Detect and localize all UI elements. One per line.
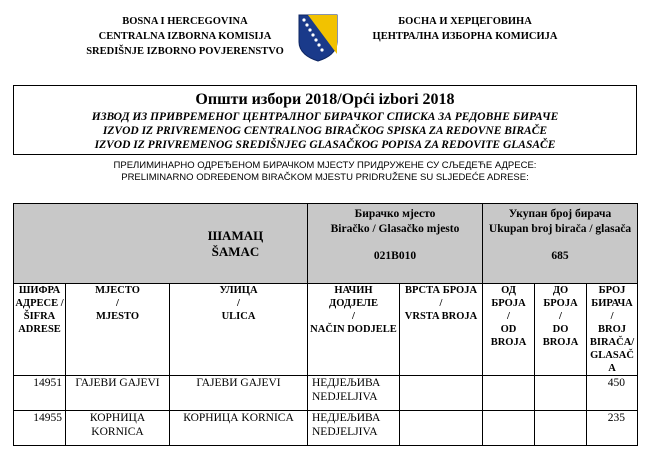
column-header-row xyxy=(14,284,638,376)
address-code-cell: 14951 xyxy=(14,376,66,411)
header-right-line: БОСНА И ХЕРЦЕГОВИНА xyxy=(398,16,532,27)
header-right xyxy=(345,14,585,44)
column-header-to-number: ДО БРОЈА / DO BROJA xyxy=(535,284,587,376)
place-cell: ГАЈЕВИ GAJEVI xyxy=(66,376,170,411)
header-left-line: CENTRALNA IZBORNA KOMISIJA xyxy=(98,31,272,42)
header-left-line: SREDIŠNJE IZBORNO POVJERENSTVO xyxy=(86,46,284,57)
document-subtitle: ИЗВОД ИЗ ПРИВРЕМЕНОГ ЦЕНТРАЛНОГ БИРАЧКОГ СПИСКА ЗА РЕДОВНЕ БИРАЧЕ xyxy=(91,111,559,123)
street-cell: КОРНИЦА KORNICA xyxy=(170,411,308,446)
to-number-cell xyxy=(535,376,587,411)
assignment-cell: НЕДЈЕЉИВА NEDJELJIVA xyxy=(308,376,400,411)
column-header-assignment: НАЧИН ДОДЈЕЛЕ / NAČIN DODJELE xyxy=(308,284,400,376)
total-voters-label: Ukupan broj birača / glasača xyxy=(488,223,632,235)
column-header-street: УЛИЦА / ULICA xyxy=(170,284,308,376)
header-left-line: BOSNA I HERCEGOVINA xyxy=(122,16,248,27)
assignment-cell: НЕДЈЕЉИВА NEDJELJIVA xyxy=(308,411,400,446)
header-left xyxy=(85,14,285,59)
document-subtitle: IZVOD IZ PRIVREMENOG SREDIŠNJEG GLASAČKOG POPISA ZA REDOVITE GLASAČE xyxy=(94,139,556,151)
document-title-box xyxy=(13,85,637,155)
place-cell: КОРНИЦА KORNICA xyxy=(66,411,170,446)
column-header-place: МЈЕСТО / MJESTO xyxy=(66,284,170,376)
column-header-from-number: ОД БРОЈА / OD BROJA xyxy=(483,284,535,376)
document-subtitle: IZVOD IZ PRIVREMENOG CENTRALNOG BIRAČKOG SPISKA ZA REDOVNE BIRAČE xyxy=(102,125,548,137)
column-header-address-code: ШИФРА АДРЕСЕ / ŠIFRA ADRESE xyxy=(14,284,66,376)
coat-of-arms-icon xyxy=(298,14,338,62)
polling-station-band xyxy=(14,204,638,284)
address-table xyxy=(13,203,638,446)
from-number-cell xyxy=(483,376,535,411)
table-row xyxy=(14,376,638,411)
voter-count-cell: 235 xyxy=(587,411,638,446)
polling-station-code: 021B010 xyxy=(373,250,417,262)
voter-count-cell: 450 xyxy=(587,376,638,411)
column-header-number-type: ВРСТА БРОЈА / VRSTA BROJA xyxy=(400,284,483,376)
total-voters-cell xyxy=(483,204,638,284)
header-right-line: ЦЕНТРАЛНА ИЗБОРНА КОМИСИЈА xyxy=(372,31,558,42)
table-row xyxy=(14,411,638,446)
to-number-cell xyxy=(535,411,587,446)
street-cell: ГАЈЕВИ GAJEVI xyxy=(170,376,308,411)
total-voters-value: 685 xyxy=(551,250,569,262)
municipality-name-latin: ŠAMAC xyxy=(211,243,260,259)
preliminary-note xyxy=(13,160,637,184)
total-voters-label: Укупан број бирача xyxy=(508,208,612,220)
column-header-voter-count: БРОЈ БИРАЧА / BROJ BIRAČA/ GLASAČ A xyxy=(587,284,638,376)
preliminary-line: PRELIMINARNO ODREĐENOM BIRAČKOM MJESTU PRIDRUŽENE SU SLJEDEĆE ADRESE: xyxy=(121,172,529,183)
number-type-cell xyxy=(400,411,483,446)
number-type-cell xyxy=(400,376,483,411)
polling-station-label: Biračko / Glasačko mjesto xyxy=(330,223,460,235)
preliminary-line: ПРЕЛИМИНАРНО ОДРЕЂЕНОМ БИРАЧКОМ МЈЕСТУ ПРИДРУЖЕНЕ СУ СЉЕДЕЋЕ АДРЕСЕ: xyxy=(113,160,537,171)
municipality-name-cyrillic: ШАМАЦ xyxy=(207,227,264,243)
municipality-cell xyxy=(14,204,308,284)
address-code-cell: 14955 xyxy=(14,411,66,446)
polling-station-label: Бирачко мјесто xyxy=(354,208,436,220)
document-title: Општи избори 2018/Opći izbori 2018 xyxy=(195,91,455,108)
polling-station-cell xyxy=(308,204,483,284)
from-number-cell xyxy=(483,411,535,446)
